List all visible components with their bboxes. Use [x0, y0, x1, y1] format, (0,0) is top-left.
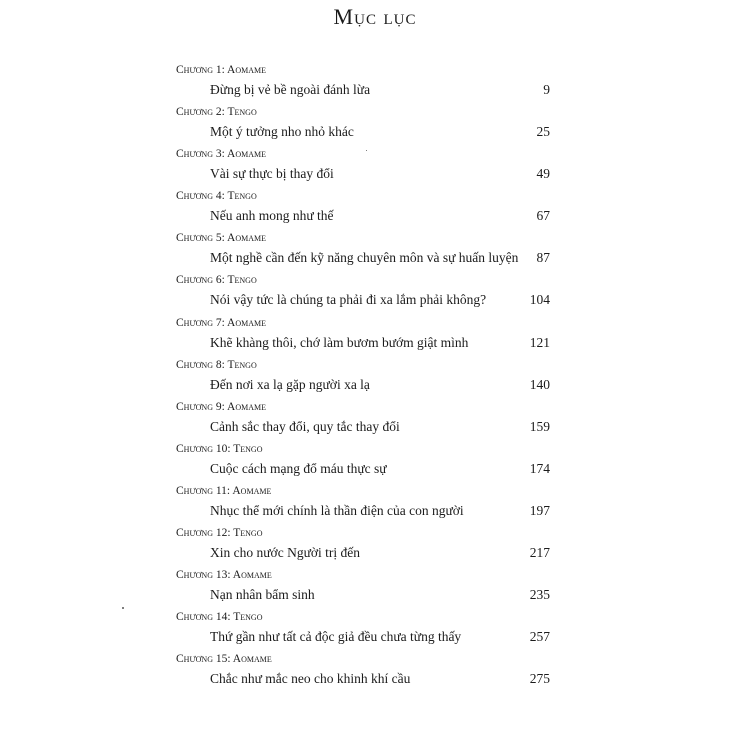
chapter-heading: Chương 5: Aomame — [176, 232, 267, 245]
toc-entry — [0, 359, 750, 401]
chapter-heading: Chương 11: Aomame — [176, 484, 272, 497]
toc-entry — [0, 611, 750, 653]
toc-entry — [0, 485, 750, 527]
toc-entry — [0, 148, 750, 190]
chapter-heading: Chương 7: Aomame — [176, 316, 267, 329]
chapter-heading: Chương 15: Aomame — [176, 653, 272, 666]
chapter-title: Thứ gần như tất cả độc giả đều chưa từng thấy — [210, 629, 462, 645]
page-number: 67 — [536, 208, 550, 224]
chapter-title: Nếu anh mong như thế — [210, 208, 334, 224]
toc-entry — [0, 443, 750, 485]
page-number: 257 — [529, 629, 550, 645]
page-number: 174 — [529, 460, 550, 476]
page-number: 25 — [536, 124, 550, 140]
chapter-title: Khẽ khàng thôi, chớ làm bươm bướm giật mình — [210, 334, 469, 350]
chapter-title: Nói vậy tức là chúng ta phải đi xa lắm phải không? — [210, 292, 487, 308]
page-number: 197 — [529, 502, 550, 518]
chapter-heading: Chương 2: Tengo — [176, 106, 257, 119]
toc-entry — [0, 527, 750, 569]
toc-entry — [0, 569, 750, 611]
chapter-heading: Chương 14: Tengo — [176, 611, 263, 624]
page-number: 217 — [529, 545, 550, 561]
toc-entry — [0, 64, 750, 106]
toc-entry — [0, 106, 750, 148]
toc-entry — [0, 232, 750, 274]
chapter-title: Chắc như mắc neo cho khinh khí cầu — [210, 671, 411, 687]
page-number: 49 — [536, 166, 550, 182]
toc-entry — [0, 274, 750, 316]
chapter-heading: Chương 4: Tengo — [176, 190, 257, 203]
page-number: 121 — [529, 334, 550, 350]
toc-entry — [0, 190, 750, 232]
chapter-heading: Chương 1: Aomame — [176, 64, 267, 76]
chapter-title: Một nghề cần đến kỹ năng chuyên môn và sự huấn luyện — [210, 250, 519, 266]
toc-entry — [0, 317, 750, 359]
print-speck — [366, 150, 367, 151]
page-number: 9 — [543, 82, 550, 97]
page-number: 235 — [529, 587, 550, 603]
chapter-heading: Chương 12: Tengo — [176, 527, 263, 540]
print-speck — [122, 607, 124, 609]
chapter-heading: Chương 9: Aomame — [176, 400, 267, 413]
chapter-title: Cuộc cách mạng đổ máu thực sự — [210, 460, 387, 476]
chapter-title: Xin cho nước Người trị đến — [210, 545, 361, 561]
page-title: Mục lục — [333, 4, 417, 29]
toc-entry — [0, 653, 750, 695]
page-number: 104 — [529, 292, 550, 308]
chapter-title: Đừng bị vẻ bề ngoài đánh lừa — [210, 82, 371, 97]
chapter-heading: Chương 13: Aomame — [176, 569, 272, 582]
page-number: 159 — [529, 418, 550, 434]
chapter-title: Một ý tưởng nho nhỏ khác — [210, 124, 354, 140]
chapter-heading: Chương 10: Tengo — [176, 442, 263, 455]
chapter-heading: Chương 6: Tengo — [176, 274, 257, 287]
chapter-title: Nhục thể mới chính là thần điện của con người — [210, 502, 464, 518]
chapter-title: Đến nơi xa lạ gặp người xa lạ — [210, 376, 370, 392]
chapter-title: Nạn nhân bẩm sinh — [210, 587, 315, 603]
toc-list — [0, 64, 750, 695]
chapter-heading: Chương 8: Tengo — [176, 358, 257, 371]
chapter-heading: Chương 3: Aomame — [176, 148, 267, 161]
chapter-title: Vài sự thực bị thay đổi — [210, 166, 334, 182]
page-number: 275 — [529, 671, 550, 687]
page-number: 140 — [529, 376, 550, 392]
toc-entry — [0, 401, 750, 443]
chapter-title: Cảnh sắc thay đổi, quy tắc thay đổi — [210, 418, 400, 434]
page-number: 87 — [536, 250, 550, 266]
